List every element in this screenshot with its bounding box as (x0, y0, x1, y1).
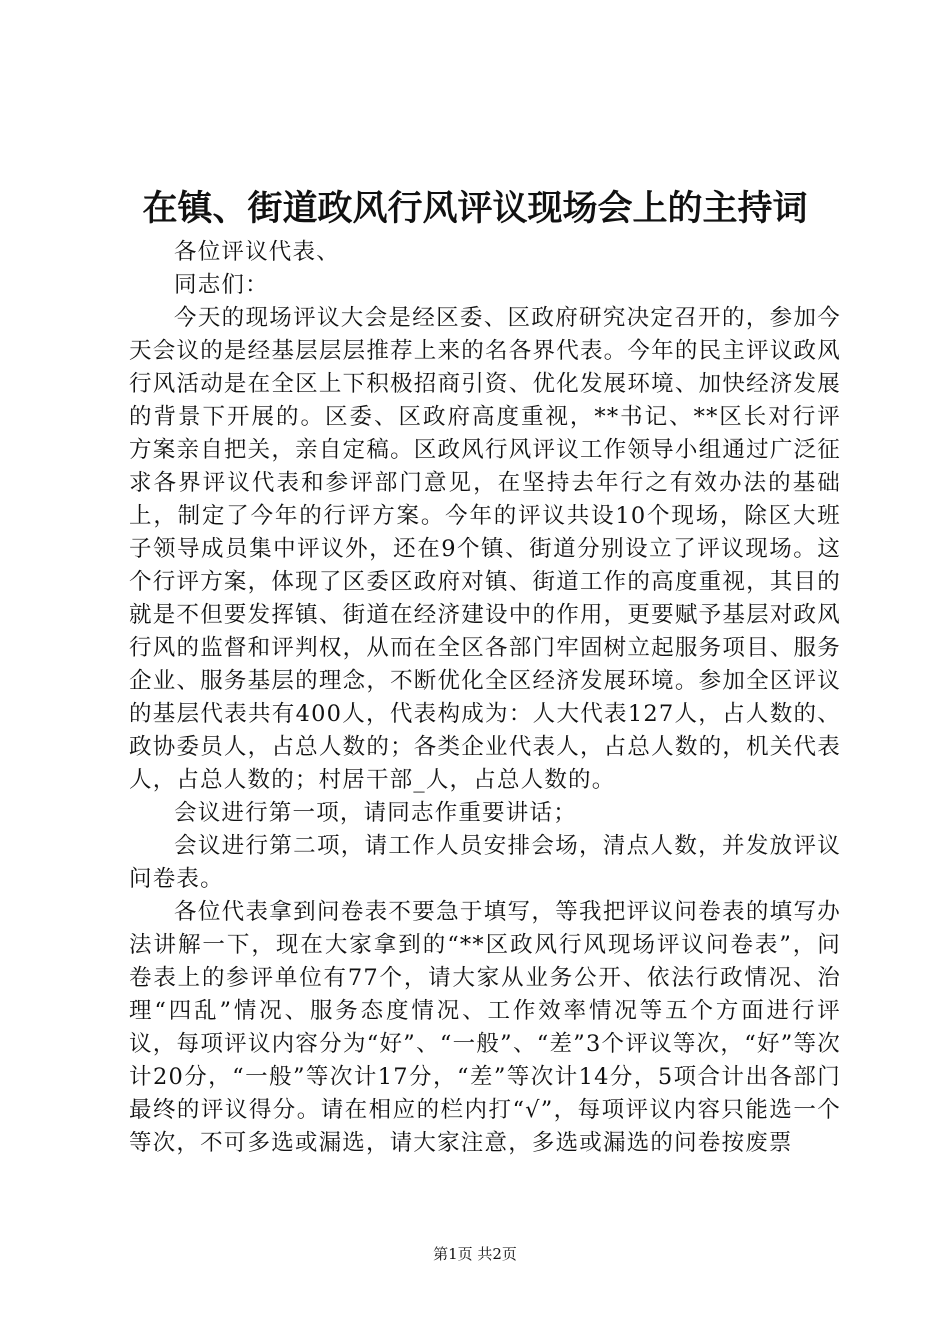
body-paragraph-intro: 今天的现场评议大会是经区委、区政府研究决定召开的，参加今天会议的是经基层层层推荐上来的名各界代表。今年的民主评议政风行风活动是在全区上下积极招商引资、优化发展环境、加快经济发展的背景下开展的。区委、区政府高度重视，**书记、**区长对行评方案亲自把关，亲自定稿。区政风行风评议工作领导小组通过广泛征求各界评议代表和参评部门意见，在坚持去年行之有效办法的基础上，制定了今年的行评方案。今年的评议共设10个现场，除区大班子领导成员集中评议外，还在9个镇、街道分别设立了评议现场。这个行评方案，体现了区委区政府对镇、街道工作的高度重视，其目的就是不但要发挥镇、街道在经济建设中的作用，更要赋予基层对政风行风的监督和评判权，从而在全区各部门牢固树立起服务项目、服务企业、服务基层的理念，不断优化全区经济发展环境。参加全区评议的基层代表共有400人，代表构成为：人大代表127人，占人数的、政协委员人，占总人数的；各类企业代表人，占总人数的，机关代表人，占总人数的；村居干部_人，占总人数的。 (129, 305, 841, 793)
salutation-line-2: 同志们： (174, 272, 269, 298)
document-title: 在镇、街道政风行风评议现场会上的主持词 (142, 188, 808, 229)
salutation-line-1: 各位评议代表、 (174, 239, 340, 265)
body-paragraph-instructions: 各位代表拿到问卷表不要急于填写，等我把评议问卷表的填写办法讲解一下，现在大家拿到的“**区政风行风现场评议问卷表”，问卷表上的参评单位有77个，请大家从业务公开、依法行政情况、治理“四乱”情况、服务态度情况、工作效率情况等五个方面进行评议，每项评议内容分为“好”、“一般”、“差”3个评议等次，“好”等次计20分，“一般”等次计17分，“差”等次计14分，5项合计出各部门最终的评议得分。请在相应的栏内打“√”，每项评议内容只能选一个等次，不可多选或漏选，请大家注意，多选或漏选的问卷按废票 (129, 899, 841, 1156)
body-paragraph-item-1: 会议进行第一项，请同志作重要讲话； (174, 800, 577, 826)
page-footer: 第1页 共2页 (433, 1245, 517, 1263)
document-body (129, 236, 841, 1160)
body-paragraph-item-2: 会议进行第二项，请工作人员安排会场，清点人数，并发放评议问卷表。 (129, 833, 841, 892)
